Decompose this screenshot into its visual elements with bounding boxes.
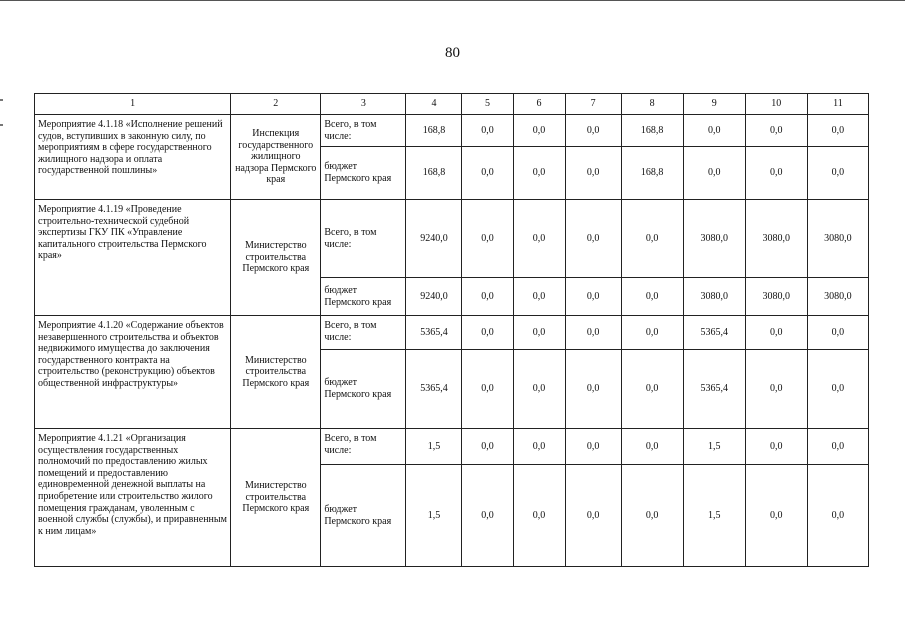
value-cell: 0,0 [565, 350, 621, 429]
measure-executor: Министерство строительства Пермского края [231, 316, 321, 429]
column-header: 7 [565, 94, 621, 115]
value-cell: 0,0 [565, 200, 621, 278]
column-header: 5 [462, 94, 513, 115]
value-cell: 0,0 [462, 278, 513, 316]
value-cell: 5365,4 [406, 316, 462, 350]
value-cell: 0,0 [807, 429, 868, 465]
table-row [35, 316, 869, 350]
funding-source: бюджет Пермского края [321, 278, 406, 316]
value-cell: 0,0 [745, 147, 807, 200]
value-cell: 0,0 [745, 115, 807, 147]
value-cell: 0,0 [513, 316, 565, 350]
value-cell: 3080,0 [683, 278, 745, 316]
value-cell: 0,0 [565, 115, 621, 147]
value-cell: 5365,4 [683, 316, 745, 350]
column-header: 11 [807, 94, 868, 115]
value-cell: 0,0 [565, 429, 621, 465]
column-header: 10 [745, 94, 807, 115]
funding-source: Всего, в том числе: [321, 200, 406, 278]
column-header: 2 [231, 94, 321, 115]
value-cell: 3080,0 [807, 278, 868, 316]
column-header: 8 [621, 94, 683, 115]
value-cell: 0,0 [745, 350, 807, 429]
value-cell: 0,0 [807, 350, 868, 429]
value-cell: 0,0 [462, 350, 513, 429]
value-cell: 0,0 [513, 200, 565, 278]
value-cell: 1,5 [683, 465, 745, 567]
measure-name: Мероприятие 4.1.19 «Проведение строительно-технической судебной экспертизы ГКУ ПК «Управление капитального строительства Пермского края» [35, 200, 231, 316]
value-cell: 0,0 [745, 429, 807, 465]
finance-table [34, 93, 869, 567]
value-cell: 0,0 [565, 278, 621, 316]
value-cell: 168,8 [621, 115, 683, 147]
value-cell: 0,0 [745, 465, 807, 567]
value-cell: 168,8 [406, 115, 462, 147]
value-cell: 0,0 [462, 429, 513, 465]
value-cell: 1,5 [683, 429, 745, 465]
measure-executor: Инспекция государственного жилищного надзора Пермского края [231, 115, 321, 200]
column-header: 4 [406, 94, 462, 115]
value-cell: 0,0 [513, 350, 565, 429]
value-cell: 0,0 [565, 147, 621, 200]
value-cell: 0,0 [621, 465, 683, 567]
value-cell: 0,0 [621, 429, 683, 465]
measure-executor: Министерство строительства Пермского края [231, 200, 321, 316]
column-header: 3 [321, 94, 406, 115]
measure-name: Мероприятие 4.1.18 «Исполнение решений судов, вступивших в законную силу, по мероприятиям в сфере государственного жилищного надзора и оплата государственной пошлины» [35, 115, 231, 200]
table-row [35, 429, 869, 465]
value-cell: 0,0 [621, 278, 683, 316]
value-cell: 0,0 [513, 278, 565, 316]
value-cell: 0,0 [621, 200, 683, 278]
value-cell: 0,0 [621, 350, 683, 429]
value-cell: 0,0 [565, 316, 621, 350]
value-cell: 0,0 [807, 115, 868, 147]
funding-source: Всего, в том числе: [321, 316, 406, 350]
value-cell: 1,5 [406, 465, 462, 567]
table-row [35, 115, 869, 147]
column-header: 6 [513, 94, 565, 115]
value-cell: 0,0 [745, 316, 807, 350]
value-cell: 168,8 [406, 147, 462, 200]
value-cell: 9240,0 [406, 278, 462, 316]
value-cell: 0,0 [807, 147, 868, 200]
funding-source: бюджет Пермского края [321, 147, 406, 200]
funding-source: бюджет Пермского края [321, 350, 406, 429]
value-cell: 0,0 [462, 115, 513, 147]
value-cell: 0,0 [462, 316, 513, 350]
value-cell: 0,0 [683, 147, 745, 200]
measure-name: Мероприятие 4.1.21 «Организация осуществления государственных полномочий по предоставлению жилых помещений и предоставлению единовременной денежной выплаты на приобретение или строительство жилого помещения гражданам, уволенным с военной службы (службы), и приравненным к ним лицам» [35, 429, 231, 567]
margin-mark [0, 124, 3, 126]
value-cell: 0,0 [683, 115, 745, 147]
table-header-row [35, 94, 869, 115]
value-cell: 9240,0 [406, 200, 462, 278]
column-header: 1 [35, 94, 231, 115]
value-cell: 0,0 [462, 200, 513, 278]
value-cell: 3080,0 [745, 200, 807, 278]
value-cell: 0,0 [513, 115, 565, 147]
measure-executor: Министерство строительства Пермского края [231, 429, 321, 567]
page-number: 80 [445, 45, 460, 61]
value-cell: 3080,0 [745, 278, 807, 316]
value-cell: 0,0 [513, 465, 565, 567]
value-cell: 0,0 [807, 465, 868, 567]
column-header: 9 [683, 94, 745, 115]
margin-mark [0, 99, 3, 101]
value-cell: 0,0 [462, 147, 513, 200]
value-cell: 0,0 [565, 465, 621, 567]
page-top-edge [0, 0, 905, 1]
funding-source: бюджет Пермского края [321, 465, 406, 567]
value-cell: 0,0 [462, 465, 513, 567]
value-cell: 0,0 [621, 316, 683, 350]
value-cell: 5365,4 [683, 350, 745, 429]
table-row [35, 200, 869, 278]
funding-source: Всего, в том числе: [321, 115, 406, 147]
value-cell: 3080,0 [807, 200, 868, 278]
measure-name: Мероприятие 4.1.20 «Содержание объектов незавершенного строительства и объектов недвижимого имущества до заключения государственного контракта на строительство (реконструкцию) объектов общественной инфраструктуры» [35, 316, 231, 429]
funding-source: Всего, в том числе: [321, 429, 406, 465]
value-cell: 1,5 [406, 429, 462, 465]
value-cell: 3080,0 [683, 200, 745, 278]
value-cell: 0,0 [807, 316, 868, 350]
value-cell: 0,0 [513, 147, 565, 200]
value-cell: 5365,4 [406, 350, 462, 429]
value-cell: 168,8 [621, 147, 683, 200]
value-cell: 0,0 [513, 429, 565, 465]
